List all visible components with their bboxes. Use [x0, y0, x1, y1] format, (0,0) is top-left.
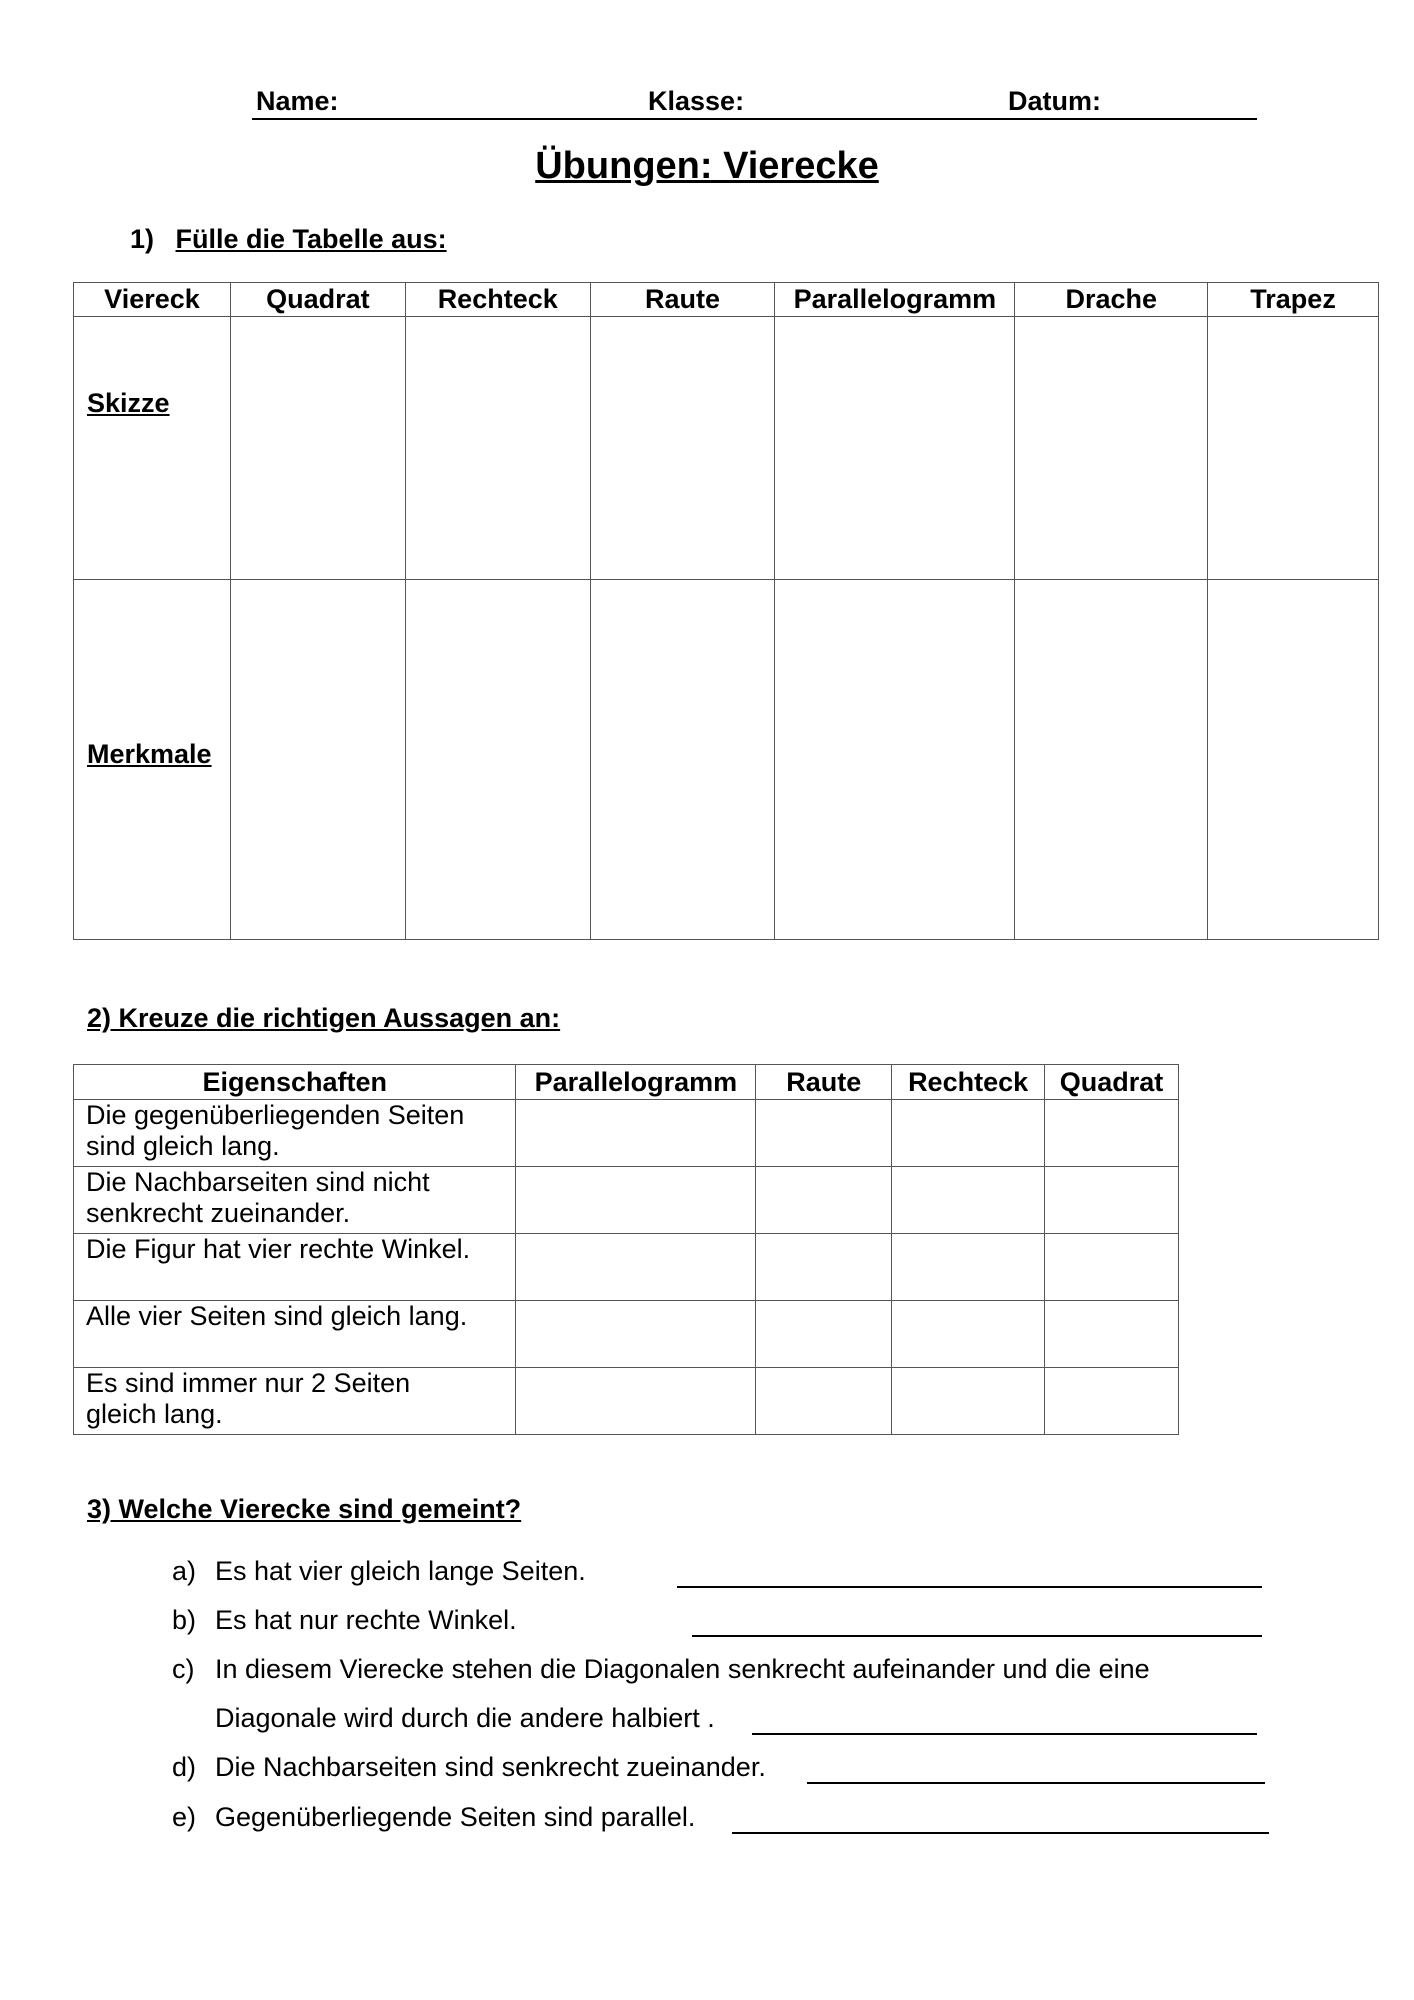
answer-line-c[interactable] — [752, 1733, 1257, 1735]
page-title: Übungen: Vierecke — [535, 145, 879, 187]
question-text: Es hat nur rechte Winkel. — [215, 1605, 517, 1635]
question-letter: b) — [172, 1605, 197, 1635]
property-line: Die Figur hat vier rechte Winkel. — [86, 1234, 471, 1264]
question-letter: e) — [172, 1802, 197, 1832]
table-row — [74, 1167, 1179, 1234]
checkbox-cell[interactable] — [756, 1100, 892, 1167]
checkbox-cell[interactable] — [756, 1234, 892, 1301]
checkbox-cell[interactable] — [756, 1167, 892, 1234]
task1-heading — [130, 224, 447, 255]
table-row — [74, 580, 1379, 940]
column-header: Rechteck — [405, 283, 590, 317]
property-line: Alle vier Seiten sind gleich lang. — [86, 1301, 468, 1331]
property-line: gleich lang. — [86, 1399, 223, 1429]
checkbox-cell[interactable] — [892, 1301, 1045, 1368]
checkbox-cell[interactable] — [1045, 1167, 1179, 1234]
property-text — [74, 1368, 516, 1435]
question-text: Diagonale wird durch die andere halbiert . — [215, 1703, 715, 1733]
header-fields — [252, 84, 1257, 120]
property-line: sind gleich lang. — [86, 1131, 280, 1161]
column-header: Viereck — [74, 283, 231, 317]
sketch-cell[interactable] — [1208, 317, 1379, 580]
features-cell[interactable] — [405, 580, 590, 940]
question-letter: c) — [172, 1654, 195, 1684]
table-row — [74, 317, 1379, 580]
sketch-cell[interactable] — [590, 317, 775, 580]
column-header: Eigenschaften — [74, 1065, 516, 1100]
checkbox-cell[interactable] — [516, 1100, 756, 1167]
column-header: Parallelogramm — [775, 283, 1015, 317]
date-label: Datum: — [1008, 86, 1101, 116]
table-header-row — [74, 1065, 1179, 1100]
class-label: Klasse: — [648, 86, 745, 116]
column-header: Rechteck — [892, 1065, 1045, 1100]
task2-heading: 2) Kreuze die richtigen Aussagen an: — [87, 1003, 561, 1033]
column-header: Parallelogramm — [516, 1065, 756, 1100]
property-text — [74, 1100, 516, 1167]
checkbox-cell[interactable] — [1045, 1234, 1179, 1301]
table-row — [74, 1234, 1179, 1301]
row-label-merkmale: Merkmale — [74, 580, 231, 940]
checkbox-cell[interactable] — [892, 1368, 1045, 1435]
column-header: Raute — [756, 1065, 892, 1100]
question-text: Die Nachbarseiten sind senkrecht zueinander. — [215, 1752, 766, 1782]
checkbox-cell[interactable] — [1045, 1368, 1179, 1435]
column-header: Quadrat — [230, 283, 405, 317]
question-letter: d) — [172, 1752, 197, 1782]
checkbox-cell[interactable] — [1045, 1100, 1179, 1167]
table-row — [74, 1301, 1179, 1368]
question-text: In diesem Vierecke stehen die Diagonalen senkrecht aufeinander und die eine — [215, 1654, 1150, 1684]
question-text: Gegenüberliegende Seiten sind parallel. — [215, 1802, 696, 1832]
sketch-cell[interactable] — [405, 317, 590, 580]
checkbox-cell[interactable] — [892, 1167, 1045, 1234]
property-line: Die Nachbarseiten sind nicht — [86, 1167, 430, 1197]
task1-number: 1) — [130, 224, 155, 254]
column-header: Drache — [1015, 283, 1208, 317]
features-cell[interactable] — [1015, 580, 1208, 940]
table-header-row — [74, 283, 1379, 317]
checkbox-cell[interactable] — [516, 1368, 756, 1435]
question-text: Es hat vier gleich lange Seiten. — [215, 1556, 586, 1586]
property-text — [74, 1234, 516, 1301]
task1-title: Fülle die Tabelle aus: — [175, 224, 447, 254]
question-letter: a) — [172, 1556, 197, 1586]
task3-heading: 3) Welche Vierecke sind gemeint? — [87, 1494, 522, 1524]
features-cell[interactable] — [230, 580, 405, 940]
sketch-cell[interactable] — [775, 317, 1015, 580]
answer-line-e[interactable] — [732, 1832, 1269, 1834]
features-cell[interactable] — [775, 580, 1015, 940]
properties-table — [73, 1064, 1179, 1435]
property-line: senkrecht zueinander. — [86, 1198, 351, 1228]
checkbox-cell[interactable] — [516, 1301, 756, 1368]
answer-line-d[interactable] — [807, 1782, 1265, 1784]
checkbox-cell[interactable] — [756, 1368, 892, 1435]
table-row — [74, 1368, 1179, 1435]
checkbox-cell[interactable] — [756, 1301, 892, 1368]
row-label-skizze: Skizze — [74, 317, 231, 580]
checkbox-cell[interactable] — [516, 1234, 756, 1301]
answer-line-a[interactable] — [677, 1586, 1262, 1588]
property-line: Die gegenüberliegenden Seiten — [86, 1100, 465, 1130]
property-line: Es sind immer nur 2 Seiten — [86, 1368, 411, 1398]
checkbox-cell[interactable] — [1045, 1301, 1179, 1368]
property-text — [74, 1167, 516, 1234]
sketch-cell[interactable] — [230, 317, 405, 580]
table-row — [74, 1100, 1179, 1167]
property-text — [74, 1301, 516, 1368]
features-cell[interactable] — [590, 580, 775, 940]
column-header: Raute — [590, 283, 775, 317]
checkbox-cell[interactable] — [892, 1234, 1045, 1301]
features-cell[interactable] — [1208, 580, 1379, 940]
checkbox-cell[interactable] — [892, 1100, 1045, 1167]
column-header: Quadrat — [1045, 1065, 1179, 1100]
checkbox-cell[interactable] — [516, 1167, 756, 1234]
quadrilateral-table — [73, 282, 1379, 940]
answer-line-b[interactable] — [692, 1635, 1262, 1637]
column-header: Trapez — [1208, 283, 1379, 317]
name-label: Name: — [256, 86, 339, 116]
sketch-cell[interactable] — [1015, 317, 1208, 580]
